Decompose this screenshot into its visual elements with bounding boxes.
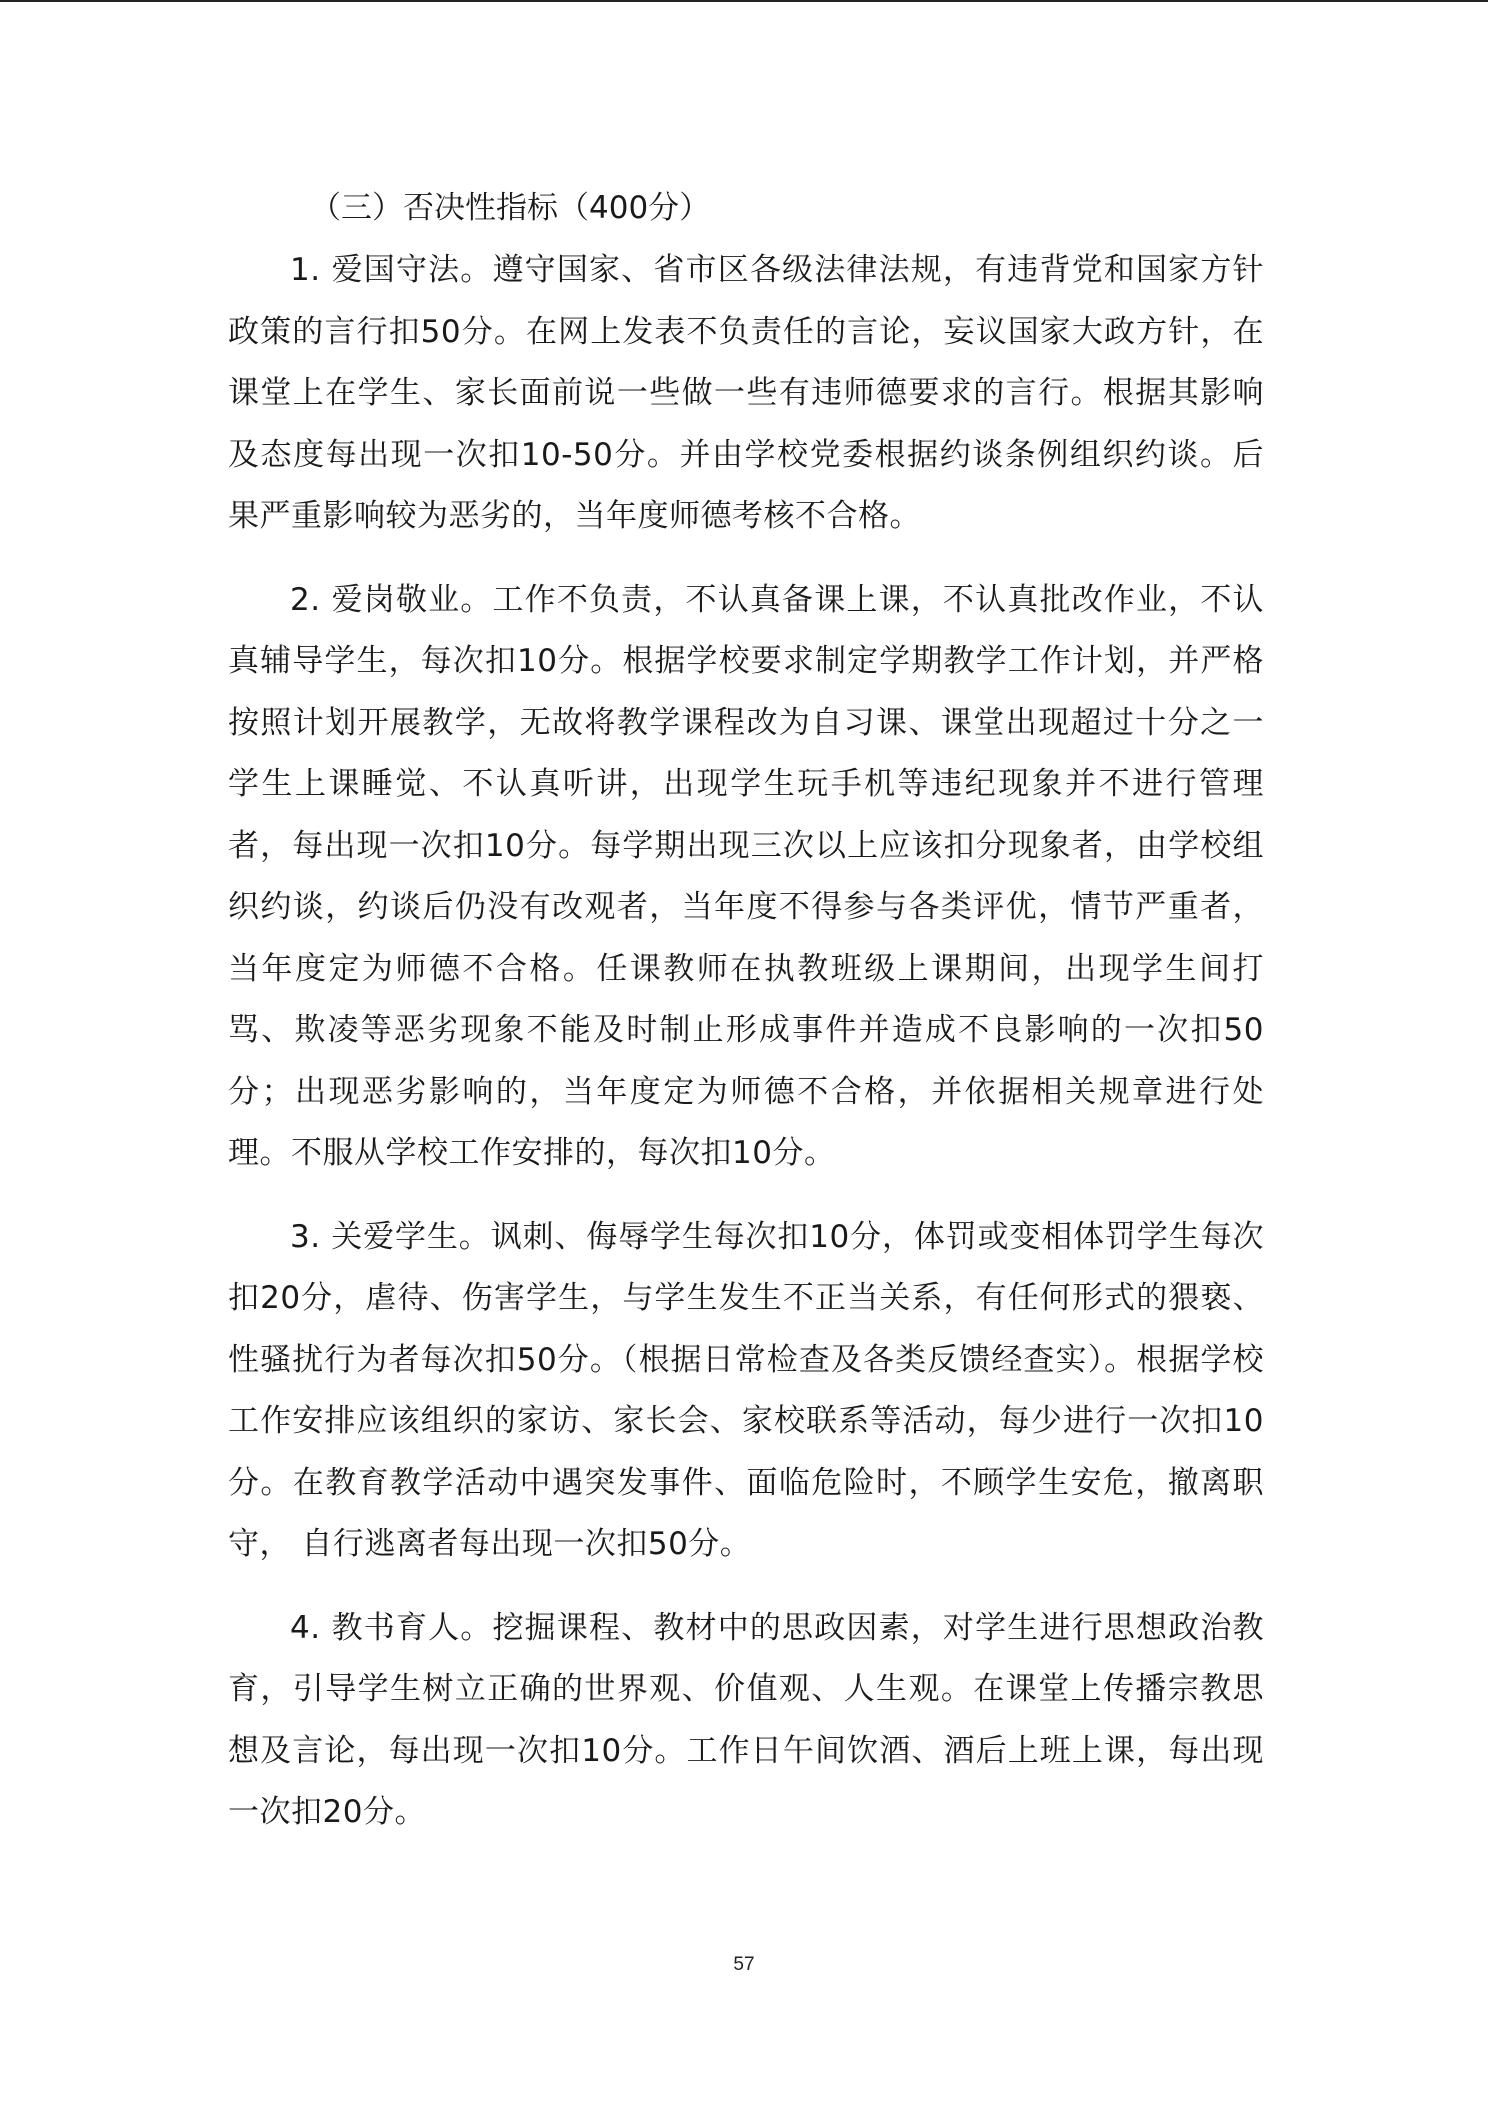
top-border-line [0, 0, 1488, 2]
paragraph-educating: 4. 教书育人。挖掘课程、教材中的思政因素，对学生进行思想政治教育，引导学生树立正确的世界观、价值观、人生观。在课堂上传播宗教思想及言论，每出现一次扣10分。工作日午间饮酒、酒后上班上课，每出现一次扣20分。 [228, 1609, 1264, 1830]
section-heading: （三）否决性指标（400分） [310, 190, 711, 226]
document-body [228, 178, 1264, 1866]
paragraph-caring-students: 3. 关爱学生。讽刺、侮辱学生每次扣10分，体罚或变相体罚学生每次扣20分，虐待、伤害学生，与学生发生不正当关系，有任何形式的猥亵、性骚扰行为者每次扣50分。（根据日常检查及各类反馈经查实）。根据学校工作安排应该组织的家访、家长会、家校联系等活动，每少进行一次扣10分。在教育教学活动中遇突发事件、面临危险时，不顾学生安危，撤离职守， 自行逃离者每出现一次扣50分。 [228, 1218, 1264, 1562]
page-number: 57 [733, 1954, 755, 1975]
paragraph-patriotism: 1. 爱国守法。遵守国家、省市区各级法律法规，有违背党和国家方针政策的言行扣50分。在网上发表不负责任的言论，妄议国家大政方针，在课堂上在学生、家长面前说一些做一些有违师德要求的言行。根据其影响及态度每出现一次扣10-50分。并由学校党委根据约谈条例组织约谈。后果严重影响较为恶劣的，当年度师德考核不合格。 [228, 252, 1264, 534]
paragraph-dedication: 2. 爱岗敬业。工作不负责，不认真备课上课，不认真批改作业，不认真辅导学生，每次扣10分。根据学校要求制定学期教学工作计划，并严格按照计划开展教学，无故将教学课程改为自习课、课堂出现超过十分之一学生上课睡觉、不认真听讲，出现学生玩手机等违纪现象并不进行管理者，每出现一次扣10分。每学期出现三次以上应该扣分现象者，由学校组织约谈，约谈后仍没有改观者，当年度不得参与各类评优，情节严重者，当年度定为师德不合格。任课教师在执教班级上课期间，出现学生间打骂、欺凌等恶劣现象不能及时制止形成事件并造成不良影响的一次扣50分；出现恶劣影响的，当年度定为师德不合格，并依据相关规章进行处理。不服从学校工作安排的，每次扣10分。 [228, 581, 1264, 1171]
